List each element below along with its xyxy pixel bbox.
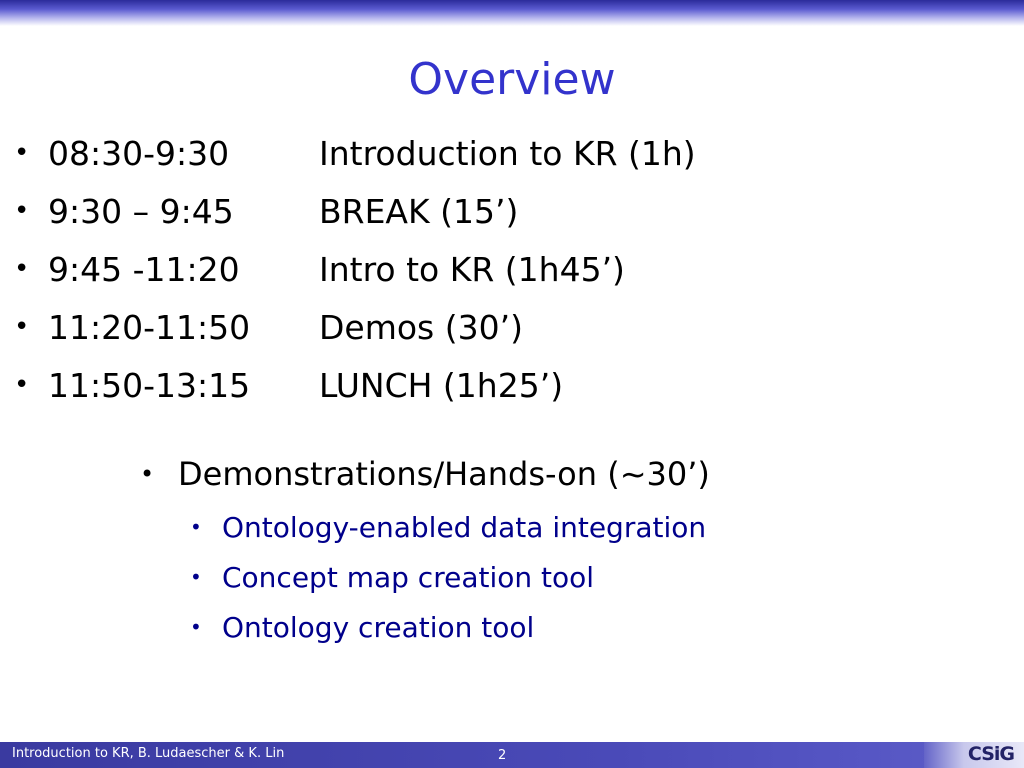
- slide-title: Overview: [408, 54, 616, 105]
- bullet-icon: •: [14, 312, 30, 342]
- schedule-activity: Demos (30’): [319, 307, 523, 347]
- footer-credit: Introduction to KR, B. Ludaescher & K. Lin: [12, 746, 285, 761]
- schedule-time: 9:45 -11:20: [48, 249, 240, 289]
- demonstration-item: [190, 552, 710, 602]
- schedule-time: 11:50-13:15: [48, 365, 251, 405]
- schedule-item: [14, 124, 696, 182]
- bullet-icon: •: [14, 138, 30, 168]
- demonstration-item: [190, 502, 710, 552]
- schedule-activity: Intro to KR (1h45’): [319, 249, 625, 289]
- csig-logo-text: CSiG: [967, 743, 1014, 765]
- schedule-activity: BREAK (15’): [319, 191, 519, 231]
- bullet-icon: •: [190, 565, 202, 589]
- schedule-item: [14, 182, 696, 240]
- demonstrations-heading: Demonstrations/Hands-on (~30’): [178, 455, 710, 493]
- schedule-item: [14, 298, 696, 356]
- demonstrations-list: [140, 502, 710, 652]
- bullet-icon: •: [190, 515, 202, 539]
- top-band: [0, 0, 1024, 26]
- demonstration-label: Ontology creation tool: [222, 610, 535, 644]
- bullet-icon: •: [14, 370, 30, 400]
- schedule-item: [14, 240, 696, 298]
- schedule-time: 11:20-11:50: [48, 307, 251, 347]
- schedule-activity: Introduction to KR (1h): [319, 133, 696, 173]
- schedule-time: 08:30-9:30: [48, 133, 230, 173]
- schedule-time: 9:30 – 9:45: [48, 191, 234, 231]
- page-number: 2: [498, 748, 507, 763]
- bullet-icon: •: [14, 196, 30, 226]
- schedule-list: [14, 124, 696, 414]
- csig-logo: [924, 742, 1024, 768]
- demonstrations-heading-item: [140, 446, 710, 502]
- bullet-icon: •: [14, 254, 30, 284]
- demonstration-label: Concept map creation tool: [222, 560, 595, 594]
- schedule-item: [14, 356, 696, 414]
- bullet-icon: •: [140, 460, 155, 488]
- schedule-activity: LUNCH (1h25’): [319, 365, 564, 405]
- bullet-icon: •: [190, 615, 202, 639]
- demonstrations-section: [140, 446, 710, 652]
- demonstration-item: [190, 602, 710, 652]
- footer-bar: [0, 742, 1024, 768]
- demonstration-label: Ontology-enabled data integration: [222, 510, 707, 544]
